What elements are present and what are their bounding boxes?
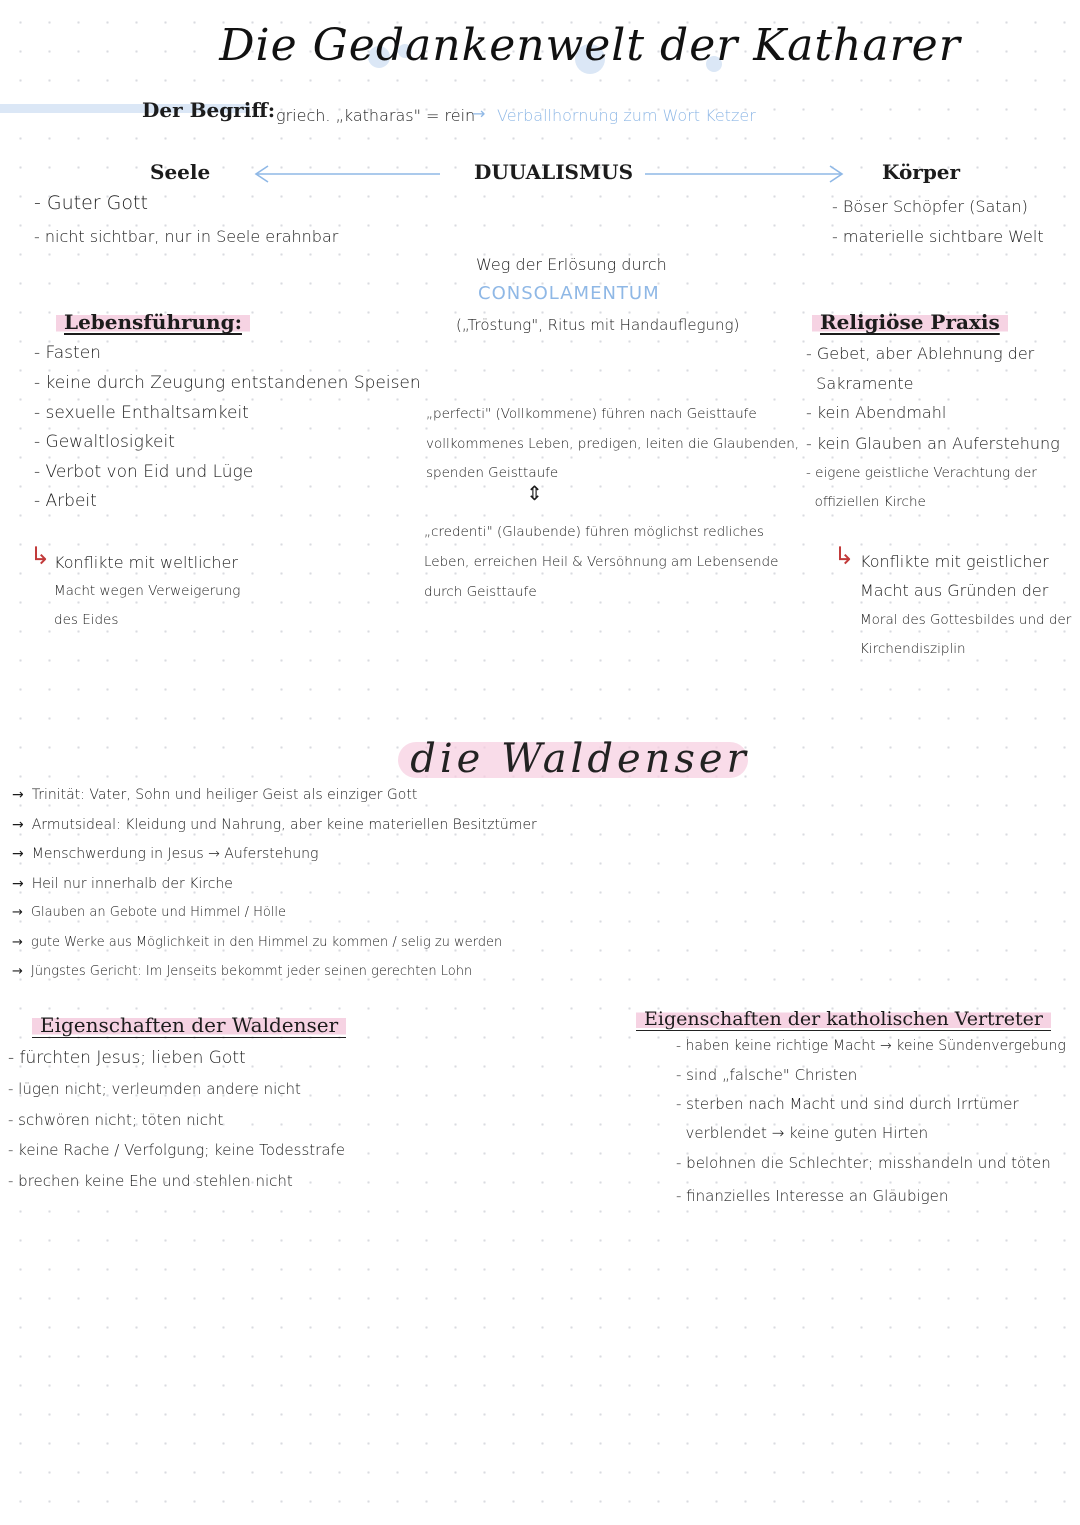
lebensfuehrung-item: - Arbeit [34,491,97,511]
page-title: Die Gedankenwelt der Katharer [219,20,961,71]
credenti-line: Leben, erreichen Heil & Versöhnung am Lebensende [424,554,779,570]
waldenser-item-text: Jüngstes Gericht: Im Jenseits bekommt jeder seinen gerechten Lohn [30,964,473,979]
eig-waldenser-item: - brechen keine Ehe und stehlen nicht [8,1172,293,1190]
credenti-line: durch Geisttaufe [424,584,537,600]
eig-katholisch-item: - sterben nach Macht und sind durch Irrtümer [676,1095,1019,1113]
perfecti-line: spenden Geisttaufe [426,465,559,481]
perfecti-line: vollkommenes Leben, predigen, leiten die Glaubenden, [426,436,800,452]
eig-waldenser-item: - schwören nicht; töten nicht [8,1111,224,1129]
conflict-arrow-icon: ↳ [834,542,855,570]
praxis-conflict-line: Kirchendisziplin [860,641,966,657]
weg-line: Weg der Erlösung durch [476,255,667,274]
eig-waldenser-item: - fürchten Jesus; lieben Gott [8,1048,246,1068]
koerper-item: - materielle sichtbare Welt [832,227,1044,246]
praxis-conflict-line: Moral des Gottesbildes und der [860,612,1072,628]
seele-heading: Seele [150,160,211,184]
koerper-item: - Böser Schöpfer (Satan) [832,197,1028,216]
waldenser-item-text: Trinität: Vater, Sohn und heiliger Geist als einziger Gott [31,787,418,803]
perfecti-line: „perfecti" (Vollkommene) führen nach Geisttaufe [426,406,757,422]
lebensfuehrung-item: - keine durch Zeugung entstandenen Speisen [34,373,421,393]
praxis-heading-text: Religiöse Praxis [812,310,1008,334]
waldenser-item-text: Heil nur innerhalb der Kirche [31,875,233,892]
waldenser-item [12,935,537,965]
arrow-icon: → [12,816,24,833]
eig-katholisch-item: - haben keine richtige Macht → keine Sündenvergebung [676,1038,1066,1054]
begriff-arrow: → [472,104,486,123]
eig-katholisch-item: - belohnen die Schlechter; misshandeln und töten [676,1154,1051,1172]
eig-katholisch-heading [636,1008,1051,1030]
arrow-icon: → [12,787,24,803]
eig-katholisch-heading-text: Eigenschaften der katholischen Vertreter [636,1008,1051,1031]
consolamentum: CONSOLAMENTUM [478,283,660,304]
waldenser-item [12,964,537,994]
arrow-icon: → [12,846,24,862]
conflict-line: Macht wegen Verweigerung [54,583,241,599]
praxis-item: Sakramente [806,374,914,393]
praxis-item: - eigene geistliche Verachtung der [806,465,1037,481]
arrow-icon: → [12,934,23,950]
dualismus-heading: DUUALISMUS [474,160,634,184]
praxis-conflict-line: Konflikte mit geistlicher [860,552,1049,571]
seele-item: - nicht sichtbar, nur in Seele erahnbar [34,227,339,246]
waldenser-title: die Waldenser [410,736,750,782]
waldenser-item-text: Armutsideal: Kleidung und Nahrung, aber keine materiellen Besitztümer [31,816,537,833]
waldenser-list [12,787,537,994]
arrow-icon: → [12,875,24,892]
waldenser-item [12,817,537,847]
praxis-item: - kein Abendmahl [806,403,947,422]
koerper-heading: Körper [882,160,961,184]
lebensfuehrung-heading-text: Lebensführung: [56,310,250,334]
double-arrow-icon: ⇕ [526,481,543,505]
praxis-item: - Gebet, aber Ablehnung der [806,344,1035,363]
praxis-heading [812,310,1008,334]
seele-item: - Guter Gott [34,192,148,214]
arrow-icon: → [12,964,23,979]
conflict-arrow-icon: ↳ [30,542,51,570]
praxis-conflict-line: Macht aus Gründen der [860,581,1049,600]
waldenser-item-text: gute Werke aus Möglichkeit in den Himmel zu kommen / selig zu werden [30,934,503,950]
begriff-note: Verballhornung zum Wort Ketzer [497,106,756,125]
praxis-item: - kein Glauben an Auferstehung [806,434,1060,453]
waldenser-item-text: Glauben an Gebote und Himmel / Hölle [30,905,287,920]
eig-waldenser-heading-text: Eigenschaften der Waldenser [32,1013,346,1038]
lebensfuehrung-heading [56,310,250,334]
lebensfuehrung-item: - Verbot von Eid und Lüge [34,462,254,482]
eig-katholisch-item: - finanzielles Interesse an Gläubigen [676,1187,949,1205]
arrow-icon: → [12,905,23,920]
credenti-line: „credenti" (Glaubende) führen möglichst redliches [424,524,764,540]
waldenser-item-text: Menschwerdung in Jesus → Auferstehung [31,846,319,862]
eig-waldenser-item: - keine Rache / Verfolgung; keine Todesstrafe [8,1141,346,1159]
waldenser-item [12,876,537,906]
begriff-label: Der Begriff: [142,98,276,122]
waldenser-item [12,787,537,817]
praxis-item: offiziellen Kirche [806,494,926,510]
lebensfuehrung-item: - Fasten [34,343,101,363]
waldenser-item [12,905,537,935]
weg-ritus: („Tröstung", Ritus mit Handauflegung) [456,316,740,334]
begriff-text: griech. „katharas" = rein [276,106,476,125]
waldenser-item [12,846,537,876]
eig-waldenser-heading [32,1013,346,1037]
eig-katholisch-item: - sind „falsche" Christen [676,1066,858,1084]
lebensfuehrung-item: - Gewaltlosigkeit [34,432,175,452]
dualism-arrows [250,160,850,190]
eig-waldenser-item: - lügen nicht; verleumden andere nicht [8,1080,301,1098]
lebensfuehrung-item: - sexuelle Enthaltsamkeit [34,403,249,423]
conflict-line: des Eides [54,612,119,628]
conflict-line: Konflikte mit weltlicher [54,553,238,572]
eig-katholisch-item: verblendet → keine guten Hirten [676,1124,929,1142]
